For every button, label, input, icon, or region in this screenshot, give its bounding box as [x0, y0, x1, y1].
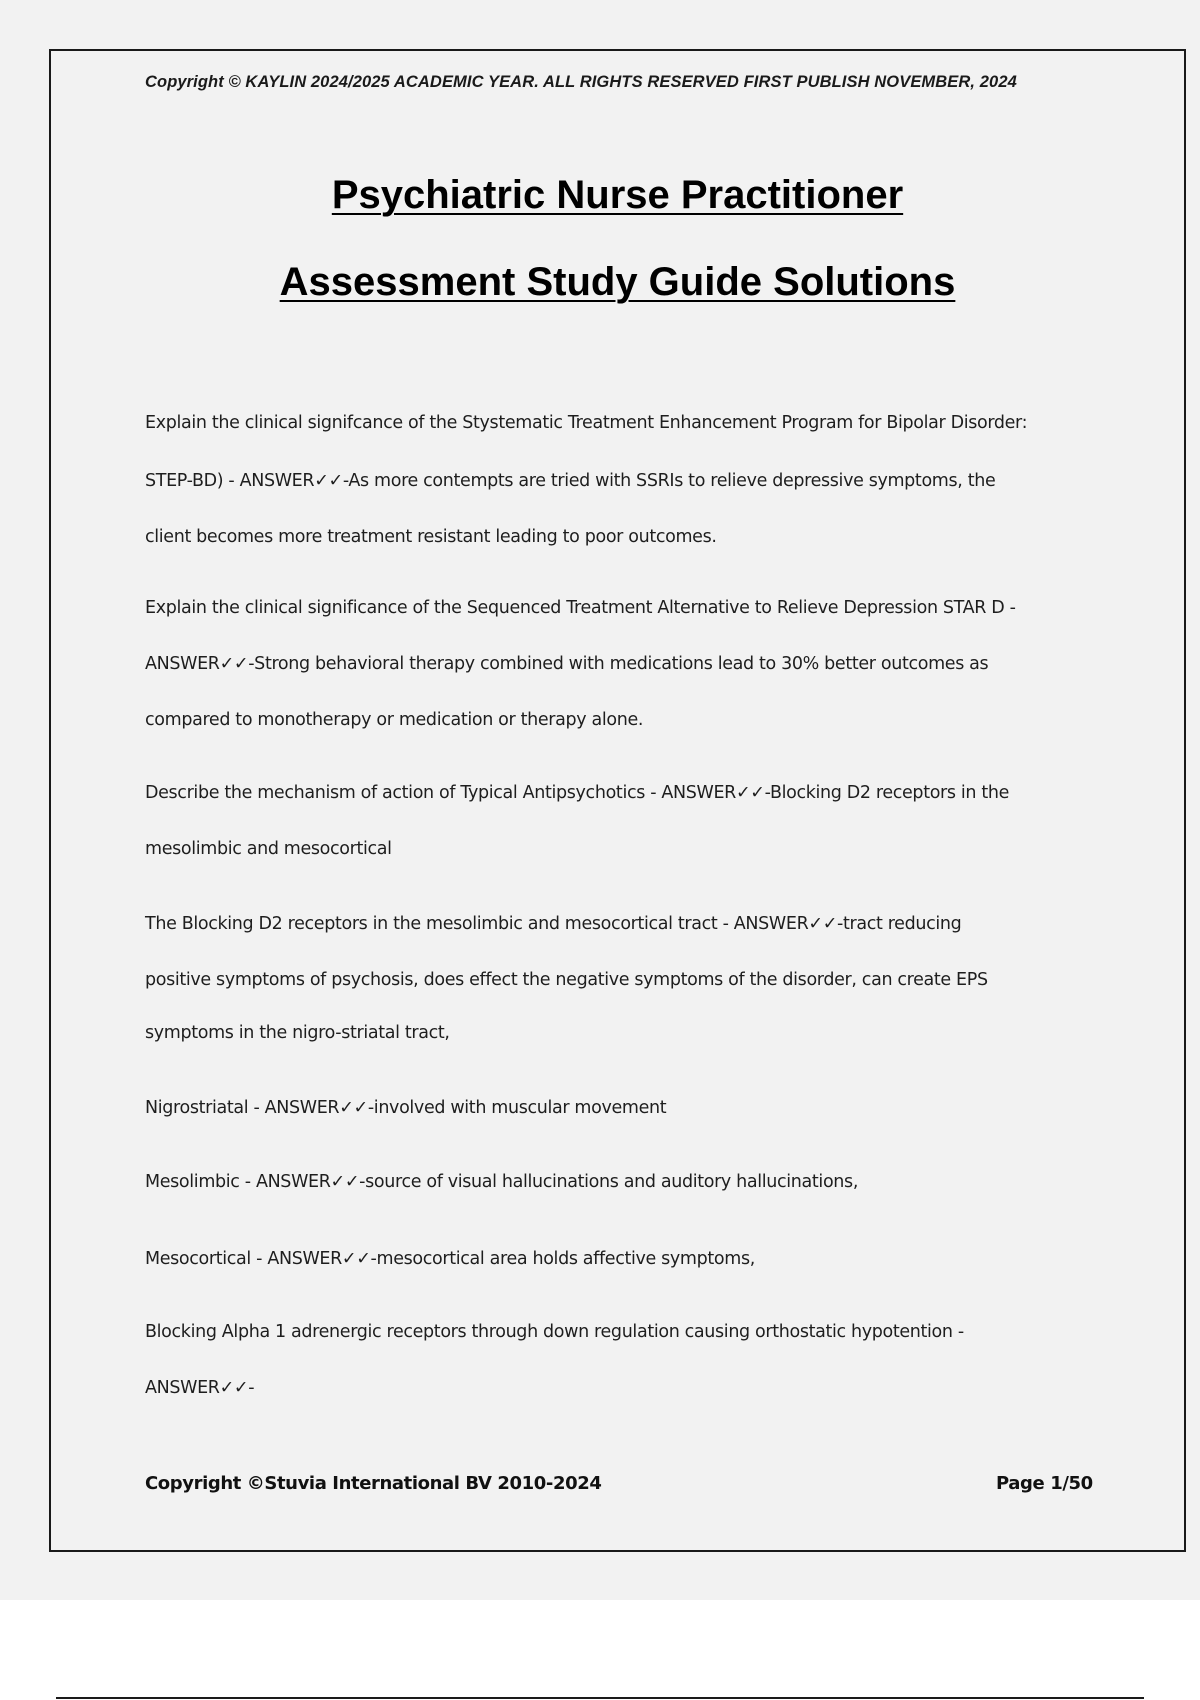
qa-4-line-1: The Blocking D2 receptors in the mesolimbic and mesocortical tract - ANSWER✓✓-tract reducing — [145, 914, 962, 934]
qa-3-line-2: mesolimbic and mesocortical — [145, 839, 392, 859]
qa-6-line-1: Mesolimbic - ANSWER✓✓-source of visual hallucinations and auditory hallucinations, — [145, 1172, 859, 1192]
title-text-2: Assessment Study Guide Solutions — [279, 260, 956, 304]
qa-4-line-3: symptoms in the nigro-striatal tract, — [145, 1023, 450, 1043]
qa-2-line-3: compared to monotherapy or medication or therapy alone. — [145, 710, 644, 730]
qa-1-line-3: client becomes more treatment resistant leading to poor outcomes. — [145, 527, 717, 547]
document-title-line-2 — [0, 260, 1200, 305]
header-copyright: Copyright © KAYLIN 2024/2025 ACADEMIC YEAR. ALL RIGHTS RESERVED FIRST PUBLISH NOVEMBER, 2024 — [145, 73, 1017, 91]
qa-8-line-1: Blocking Alpha 1 adrenergic receptors through down regulation causing orthostatic hypotention - — [145, 1322, 964, 1342]
document-title-line-1 — [0, 173, 1200, 218]
qa-7-line-1: Mesocortical - ANSWER✓✓-mesocortical area holds affective symptoms, — [145, 1249, 755, 1269]
qa-4-line-2: positive symptoms of psychosis, does effect the negative symptoms of the disorder, can create EPS — [145, 970, 988, 990]
footer-copyright: Copyright ©Stuvia International BV 2010-2024 — [145, 1473, 602, 1494]
page-number: Page 1/50 — [996, 1473, 1093, 1494]
qa-5-line-1: Nigrostriatal - ANSWER✓✓-involved with muscular movement — [145, 1098, 667, 1118]
qa-3-line-1: Describe the mechanism of action of Typical Antipsychotics - ANSWER✓✓-Blocking D2 receptors in the — [145, 783, 1010, 803]
qa-1-line-2: STEP-BD) - ANSWER✓✓-As more contempts are tried with SSRIs to relieve depressive symptoms, the — [145, 471, 996, 491]
title-text-1: Psychiatric Nurse Practitioner — [331, 173, 904, 217]
next-page-divider — [56, 1697, 1144, 1699]
qa-1-line-1: Explain the clinical signifcance of the Stystematic Treatment Enhancement Program for Bipolar Disorder: — [145, 413, 1028, 433]
qa-2-line-2: ANSWER✓✓-Strong behavioral therapy combined with medications lead to 30% better outcomes as — [145, 654, 989, 674]
qa-8-line-2: ANSWER✓✓- — [145, 1378, 255, 1398]
qa-2-line-1: Explain the clinical significance of the Sequenced Treatment Alternative to Relieve Depression STAR D - — [145, 598, 1016, 618]
